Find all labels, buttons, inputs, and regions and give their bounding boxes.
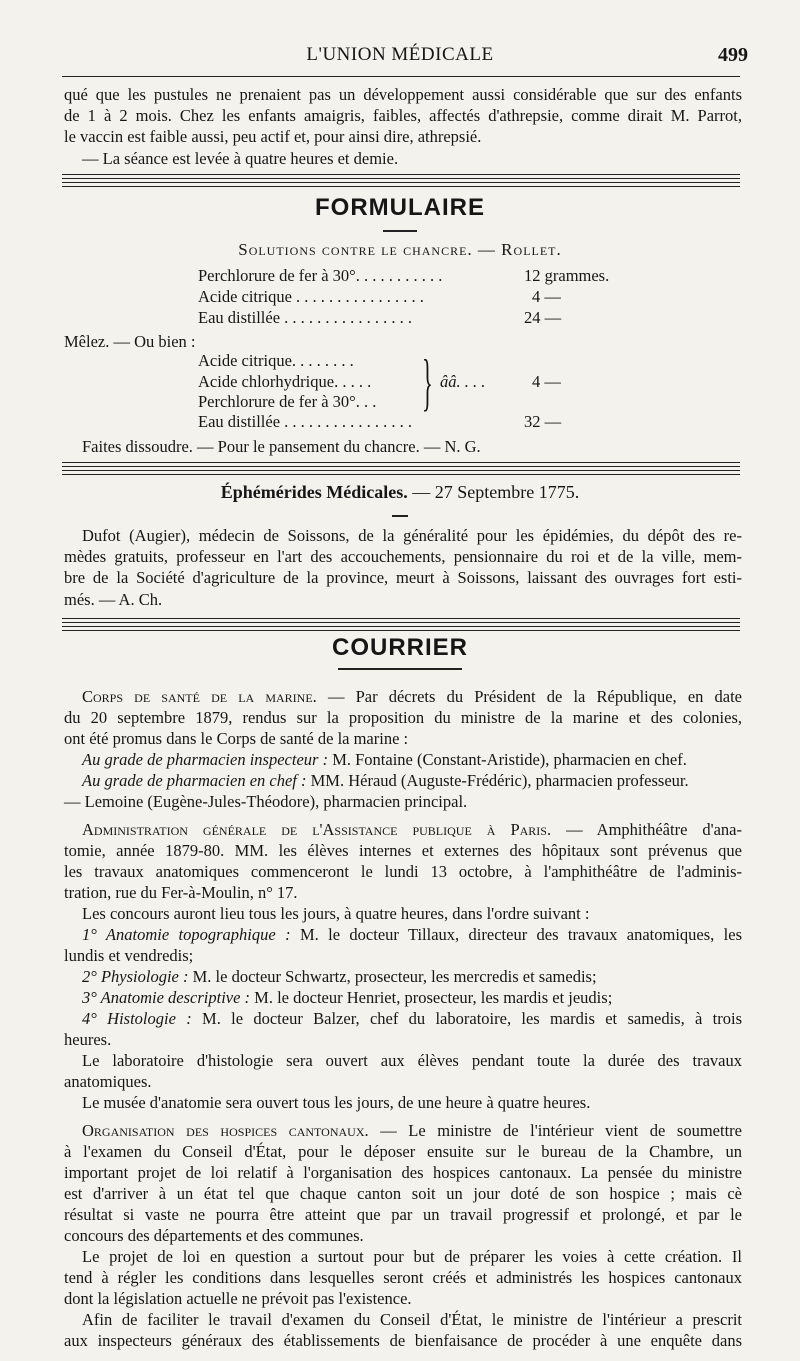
brace-glyph: } [422,346,433,417]
ingredient-name: Acide chlorhydrique. . . . . [198,372,372,391]
pharm2-continuation: — Lemoine (Eugène-Jules-Théodore), pharmacien principal. [64,792,468,811]
pharm1-name: M. Fontaine (Constant-Aristide), pharmacien en chef. [332,750,687,769]
hospices-line-1 [82,1120,742,1141]
labo-line-1: Le laboratoire d'histologie sera ouvert aux élèves pendant toute la durée des travaux [82,1051,742,1070]
ingredient-quantity: 32 — [524,412,562,431]
item4-continuation: heures. [64,1030,112,1049]
title-underline [383,230,417,232]
marine-line-3: ont été promus dans le Corps de santé de la marine : [64,729,409,748]
ephemerides-line-3: bre de la Société d'agriculture de la province, meurt à Soissons, laissant des ouvrages fort esti- [64,568,742,587]
ingredient-quantity: 24 — [524,308,562,327]
ingredient-name: Eau distillée . . . . . . . . . . . . . . . . [198,308,413,327]
section-divider [62,174,740,179]
formulaire-closing: Faites dissoudre. — Pour le pansement du chancre. — N. G. [82,437,481,456]
ingredient-quantity: 4 — [532,287,561,306]
concours-line: Les concours auront lieu tous les jours, à quatre heures, dans l'ordre suivant : [82,904,590,923]
pharm2-name: MM. Héraud (Auguste-Frédéric), pharmacien professeur. [310,771,689,790]
ephemerides-title [0,482,800,503]
session-closing: — La séance est levée à quatre heures et demie. [82,149,399,168]
hospices-line-3: important projet de loi relatif à l'organisation des hospices cantonaux. La pensée du ministre [64,1163,742,1182]
header-rule [62,76,740,77]
ephemerides-line-4: més. — A. Ch. [64,590,163,609]
projet-line-3: dont la législation actuelle ne prévoit pas l'existence. [64,1289,412,1308]
formulaire-title: FORMULAIRE [315,194,485,221]
marine-line-2: du 20 septembre 1879, rendus sur la proposition du ministre de la marine et des colonies, [64,708,742,727]
marine-text: — Par décrets du Président de la République, en date [327,687,743,706]
intro-line-1: qué que les pustules ne prenaient pas un développement aussi considérable que sur des enfants [64,85,742,104]
assistance-line-2: tomie, année 1879-80. MM. les élèves internes et externes des hôpitaux sont prévenus que [64,841,742,860]
hospices-line-2: à l'examen du Conseil d'État, pour le déposer ensuite sur le bureau de la Chambre, un [64,1142,742,1161]
assistance-line-3: les travaux anatomiques commenceront le lundi 13 octobre, à l'amphithéâtre de l'adminis- [64,862,742,881]
ana-marker: ââ. . . . [440,372,486,391]
ephemerides-line-2: mèdes gratuits, professeur en l'art des accouchements, pensionnaire du roi et de la ville, mem- [64,547,742,566]
ingredient-quantity: 12 grammes. [524,266,610,285]
courrier-title: COURRIER [331,634,468,661]
ingredient-name: Perchlorure de fer à 30°. . . [198,392,377,411]
ingredient-quantity: 4 — [532,372,561,391]
title-underline [338,668,462,670]
marine-line-1 [82,686,742,707]
afin-line-1: Afin de faciliter le travail d'examen du Conseil d'État, le ministre de l'intérieur a prescrit [82,1310,742,1329]
item4-text: M. le docteur Balzer, chef du laboratoire, les mardis et samedis, à trois [202,1009,743,1028]
marine-lead: Corps de santé de la marine. [82,687,317,706]
item4-line [82,1008,742,1029]
afin-line-2: aux inspecteurs généraux des établissements de bienfaisance de procéder à une enquête dans [64,1331,742,1350]
item2-line [82,966,760,987]
pharm2-line [82,770,760,791]
assistance-line-1 [82,819,742,840]
item3-text: M. le docteur Henriet, prosecteur, les mardis et jeudis; [254,988,613,1007]
ephemerides-date: — 27 Septembre 1775. [412,482,580,502]
page-number: 499 [718,44,748,66]
section-divider [62,626,740,631]
running-title: L'UNION MÉDICALE [306,44,494,65]
hospices-line-5: résultat si vaste ne pourra être atteint que par un travail progressif et prolongé, et par le [64,1205,742,1224]
intro-line-3: le vaccin est faible aussi, peu actif et, pour ainsi dire, athrepsié. [64,127,482,146]
ingredient-name: Acide citrique. . . . . . . . [198,351,354,370]
hospices-line-6: concours des départements et des communes. [64,1226,364,1245]
item3-label: 3° Anatomie descriptive : [82,988,251,1007]
pharm2-grade: Au grade de pharmacien en chef : [82,771,307,790]
ingredient-name: Acide citrique . . . . . . . . . . . . . . . . [198,287,424,306]
section-divider [62,462,740,467]
projet-line-1: Le projet de loi en question a surtout pour but de préparer les voies à cette création. Il [82,1247,742,1266]
labo-line-2: anatomiques. [64,1072,152,1091]
hospices-line-4: est d'arriver à un état tel que chaque canton soit un jour doté de son hospice ; mais cè [64,1184,742,1203]
projet-line-2: tend à régler les conditions dans lesquelles seront créés et administrés les hospices cantonaux [64,1268,742,1287]
item4-label: 4° Histologie : [82,1009,192,1028]
item1-line [82,924,742,945]
item2-label: 2° Physiologie : [82,967,189,986]
assistance-lead: Administration générale de l'Assistance publique à Paris. [82,820,552,839]
item3-line [82,987,760,1008]
musee-line: Le musée d'anatomie sera ouvert tous les jours, de une heure à quatre heures. [82,1093,591,1112]
ephemerides-heading: Éphémérides Médicales. [220,482,408,502]
item2-text: M. le docteur Schwartz, prosecteur, les mercredis et samedis; [192,967,597,986]
item1-text: M. le docteur Tillaux, directeur des travaux anatomiques, les [299,925,743,944]
item1-continuation: lundis et vendredis; [64,946,194,965]
ephemerides-line-1: Dufot (Augier), médecin de Soissons, de la généralité pour les épidémies, du dépôt des re- [82,526,742,545]
melez-instruction: Mêlez. — Ou bien : [64,332,196,351]
section-divider [62,470,740,475]
ingredient-name: Eau distillée . . . . . . . . . . . . . . . . [198,412,413,431]
hospices-lead: Organisation des hospices cantonaux. [82,1121,369,1140]
hospices-lead-rest: — Le ministre de l'intérieur vient de soumettre [380,1121,742,1140]
intro-line-2: de 1 à 2 mois. Chez les enfants amaigris, faibles, affectés d'athrepsie, comme dirait M. Parrot, [64,106,742,125]
title-underline [392,515,408,517]
assistance-lead-rest: — Amphithéâtre d'ana- [566,820,742,839]
section-divider [62,182,740,187]
item1-label: 1° Anatomie topographique : [82,925,291,944]
pharm1-line [82,749,760,770]
pharm1-grade: Au grade de pharmacien inspecteur : [82,750,329,769]
formulaire-subtitle: Solutions contre le chancre. — Rollet. [238,240,562,259]
assistance-line-4: tration, rue du Fer-à-Moulin, n° 17. [64,883,298,902]
ingredient-name: Perchlorure de fer à 30°. . . . . . . . . . . [198,266,443,285]
section-divider [62,618,740,623]
